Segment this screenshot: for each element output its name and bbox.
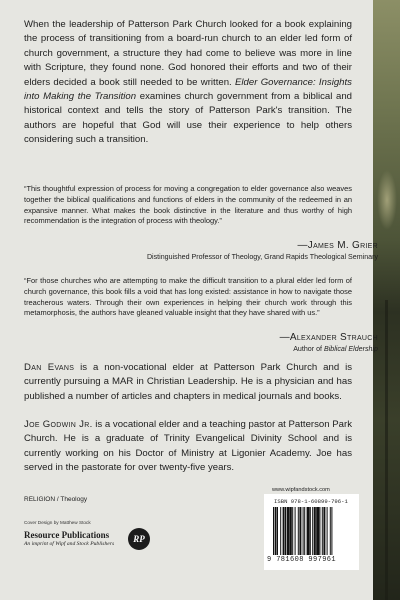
description-text-end: examines church government from a biblical and historical context and tells the story of Patterson Park's transition. The authors are hopeful that God will use their experience to help others considering such a transition. [24, 91, 352, 146]
cover-art-dark-band [385, 300, 388, 600]
publisher-imprint: An imprint of Wipf and Stock Publishers [24, 541, 115, 547]
barcode-panel [264, 494, 359, 570]
barcode-icon [273, 507, 351, 555]
endorser-title-1: Distinguished Professor of Theology, Grand Rapids Theological Seminary [146, 253, 378, 261]
book-description [24, 18, 352, 148]
publisher-logo: RP [128, 528, 150, 550]
barcode-digits: 9 781608 997961 [267, 556, 337, 564]
isbn-label: ISBN 978-1-60899-796-1 [274, 498, 348, 505]
author-bio-text-2: is a vocational elder and a teaching pastor at Patterson Park Church. He is a graduate of Trinity Evangelical Divinity School and is currently working on his Doctor of Ministry at Ligonier Academy. Joe has served in the pastorate for over twenty-five years. [24, 419, 353, 474]
endorser-book-title: Biblical Eldership [323, 345, 378, 353]
author-name-2: Joe Godwin Jr. [24, 419, 93, 430]
cover-art-strip [373, 0, 400, 600]
publisher-name: Resource Publications [24, 530, 110, 540]
author-name-1: Dan Evans [24, 362, 75, 373]
author-bio-1 [24, 361, 352, 404]
author-bio-2 [24, 418, 352, 476]
endorser-name-2: —Alexander Strauch [279, 332, 378, 343]
bisac-category: RELIGION / Theology [24, 496, 88, 503]
endorser-title-2 [293, 345, 378, 354]
cover-design-credit: Cover Design by Matthew Stock [24, 520, 91, 525]
description-text-start: When the leadership of Patterson Park Church looked for a book explaining the process of transitioning from a board-run church to an elder led form of church government, a structure they had come to believe was more in line with Scripture, they found none. God honored their efforts and two of their elders decided a book still needed to be written. [24, 19, 352, 88]
endorser-title-prefix: Author of [293, 345, 324, 353]
cover-art-light [377, 170, 397, 230]
book-title-italic: Elder Governance: Insights into Making the Transition [24, 76, 352, 103]
author-bio-text-1: is a non-vocational elder at Patterson Park Church and is currently pursuing a MAR in Christian Leadership. He is a physician and has published a number of articles and chapters in medical journals and books. [24, 362, 352, 402]
endorsement-quote-1: “This thoughtful expression of process for moving a congregation to elder governance also weaves together the biblical qualifications and functions of elders in the community of the redeemed in an expansive manner. What makes the book distinctive in the literature and thus worthy of high recommendation is the integration of process with theology.” [24, 184, 352, 226]
endorser-name-1: —James M. Grier [297, 240, 378, 251]
endorsement-quote-2: “For those churches who are attempting to make the difficult transition to a plural elder led form of church governance, this book fills a void that has long existed: assistance in how to navigate those treacherous waters. Through their own experiences in helping their church work through this metamorphosis, the authors have gleaned valuable insight that they have shared with us.” [24, 276, 352, 318]
publisher-url: www.wipfandstock.com [272, 487, 330, 493]
